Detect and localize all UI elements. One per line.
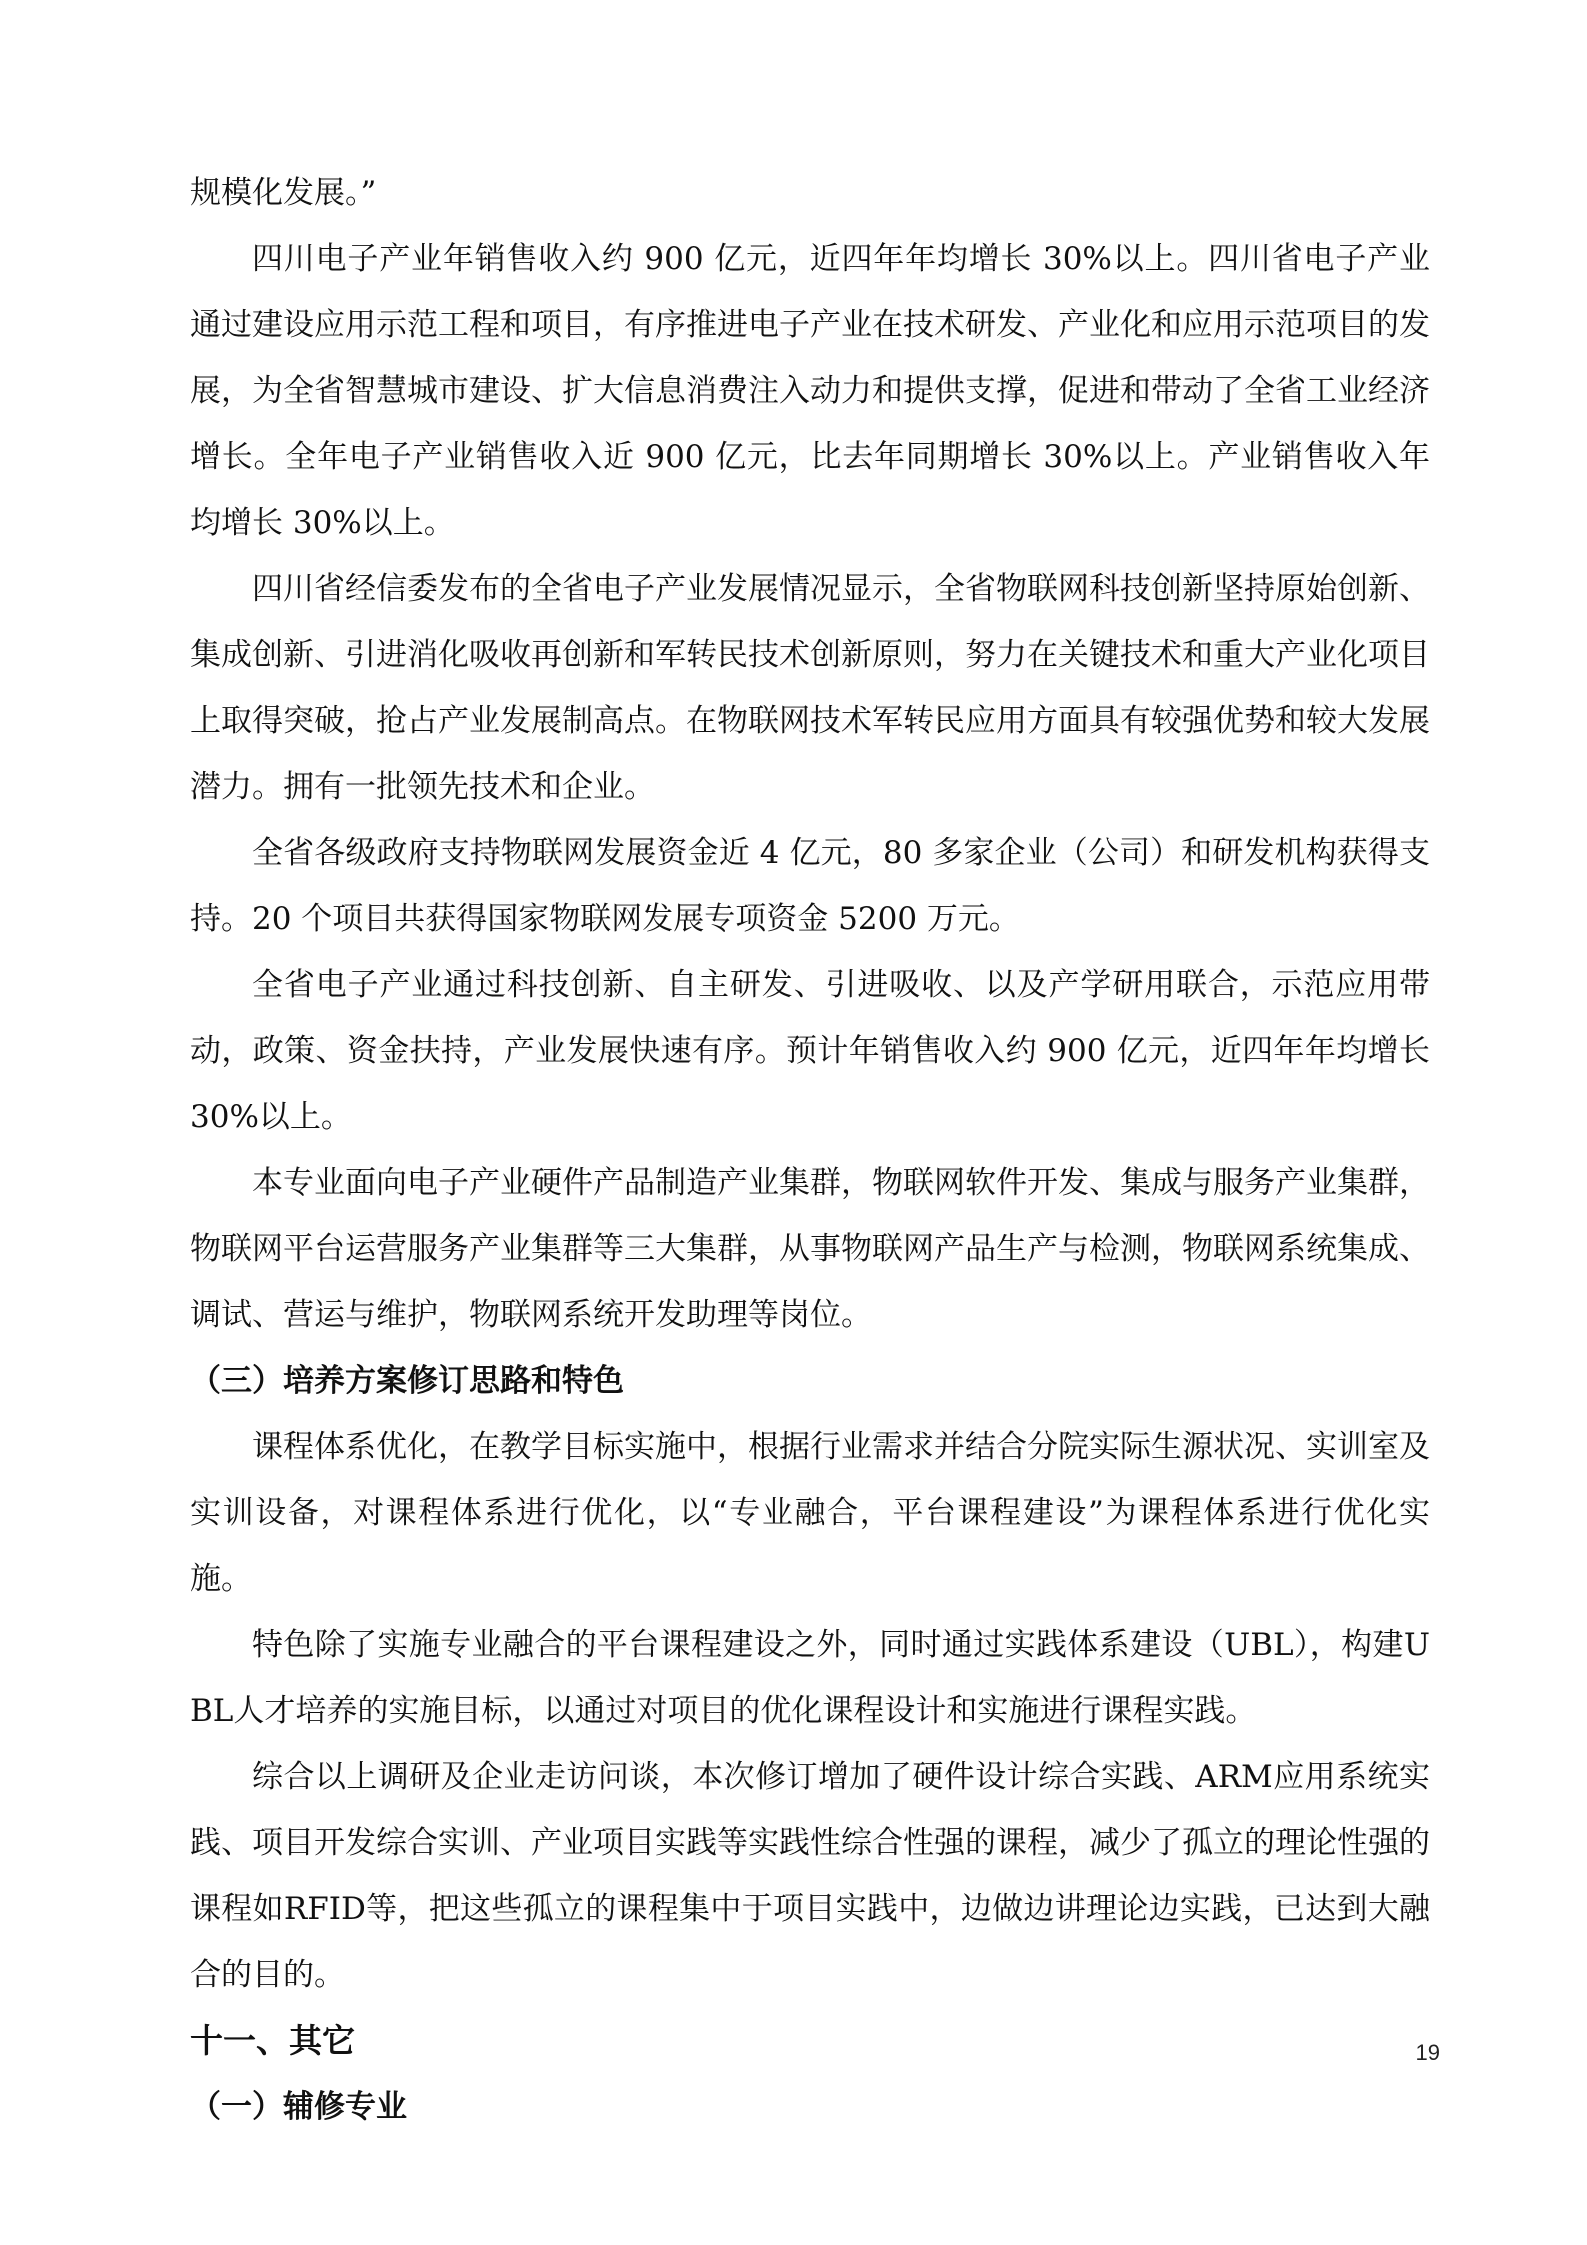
paragraph-sichuan-revenue: 四川电子产业年销售收入约 900 亿元，近四年年均增长 30%以上。四川省电子产业通过建设应用示范工程和项目，有序推进电子产业在技术研发、产业化和应用示范项目的发展，为全省智慧城市建设、扩大信息消费注入动力和提供支撑，促进和带动了全省工业经济增长。全年电子产业销售收入近 900 亿元，比去年同期增长 30%以上。产业销售收入年均增长 30%以上。: [190, 241, 1430, 541]
paragraph-revision-summary: 综合以上调研及企业走访问谈，本次修订增加了硬件设计综合实践、ARM应用系统实践、项目开发综合实训、产业项目实践等实践性综合性强的课程，减少了孤立的理论性强的课程如RFID等，把这些孤立的课程集中于项目实践中，边做边讲理论边实践，已达到大融合的目的。: [190, 1759, 1430, 1993]
paragraph-iot-innovation: 四川省经信委发布的全省电子产业发展情况显示，全省物联网科技创新坚持原始创新、集成创新、引进消化吸收再创新和军转民技术创新原则，努力在关键技术和重大产业化项目上取得突破，抢占产业发展制高点。在物联网技术军转民应用方面具有较强优势和较大发展潜力。拥有一批领先技术和企业。: [190, 571, 1430, 805]
paragraph-curriculum-optimization: 课程体系优化，在教学目标实施中，根据行业需求并结合分院实际生源状况、实训室及实训设备，对课程体系进行优化，以“专业融合，平台课程建设”为课程体系进行优化实施。: [190, 1429, 1430, 1597]
paragraph-continuation: 规模化发展。”: [190, 175, 377, 211]
paragraph-government-funding: 全省各级政府支持物联网发展资金近 4 亿元，80 多家企业（公司）和研发机构获得支持。20 个项目共获得国家物联网发展专项资金 5200 万元。: [190, 835, 1430, 937]
paragraph-industry-growth: 全省电子产业通过科技创新、自主研发、引进吸收、以及产学研用联合，示范应用带动，政策、资金扶持，产业发展快速有序。预计年销售收入约 900 亿元，近四年年均增长 30%以上。: [190, 967, 1430, 1135]
chapter-heading-others: 十一、其它: [190, 2021, 355, 2060]
paragraph-ubl-feature: 特色除了实施专业融合的平台课程建设之外，同时通过实践体系建设（UBL），构建UBL人才培养的实施目标，以通过对项目的优化课程设计和实施进行课程实践。: [190, 1627, 1430, 1729]
section-heading-revision: （三）培养方案修订思路和特色: [190, 1363, 624, 1399]
paragraph-major-orientation: 本专业面向电子产业硬件产品制造产业集群，物联网软件开发、集成与服务产业集群，物联网平台运营服务产业集群等三大集群，从事物联网产品生产与检测，物联网系统集成、调试、营运与维护，物联网系统开发助理等岗位。: [190, 1165, 1430, 1333]
section-heading-minor: （一）辅修专业: [190, 2089, 407, 2125]
page-content: [190, 160, 1430, 2140]
page-number: 19: [1415, 2040, 1440, 2065]
